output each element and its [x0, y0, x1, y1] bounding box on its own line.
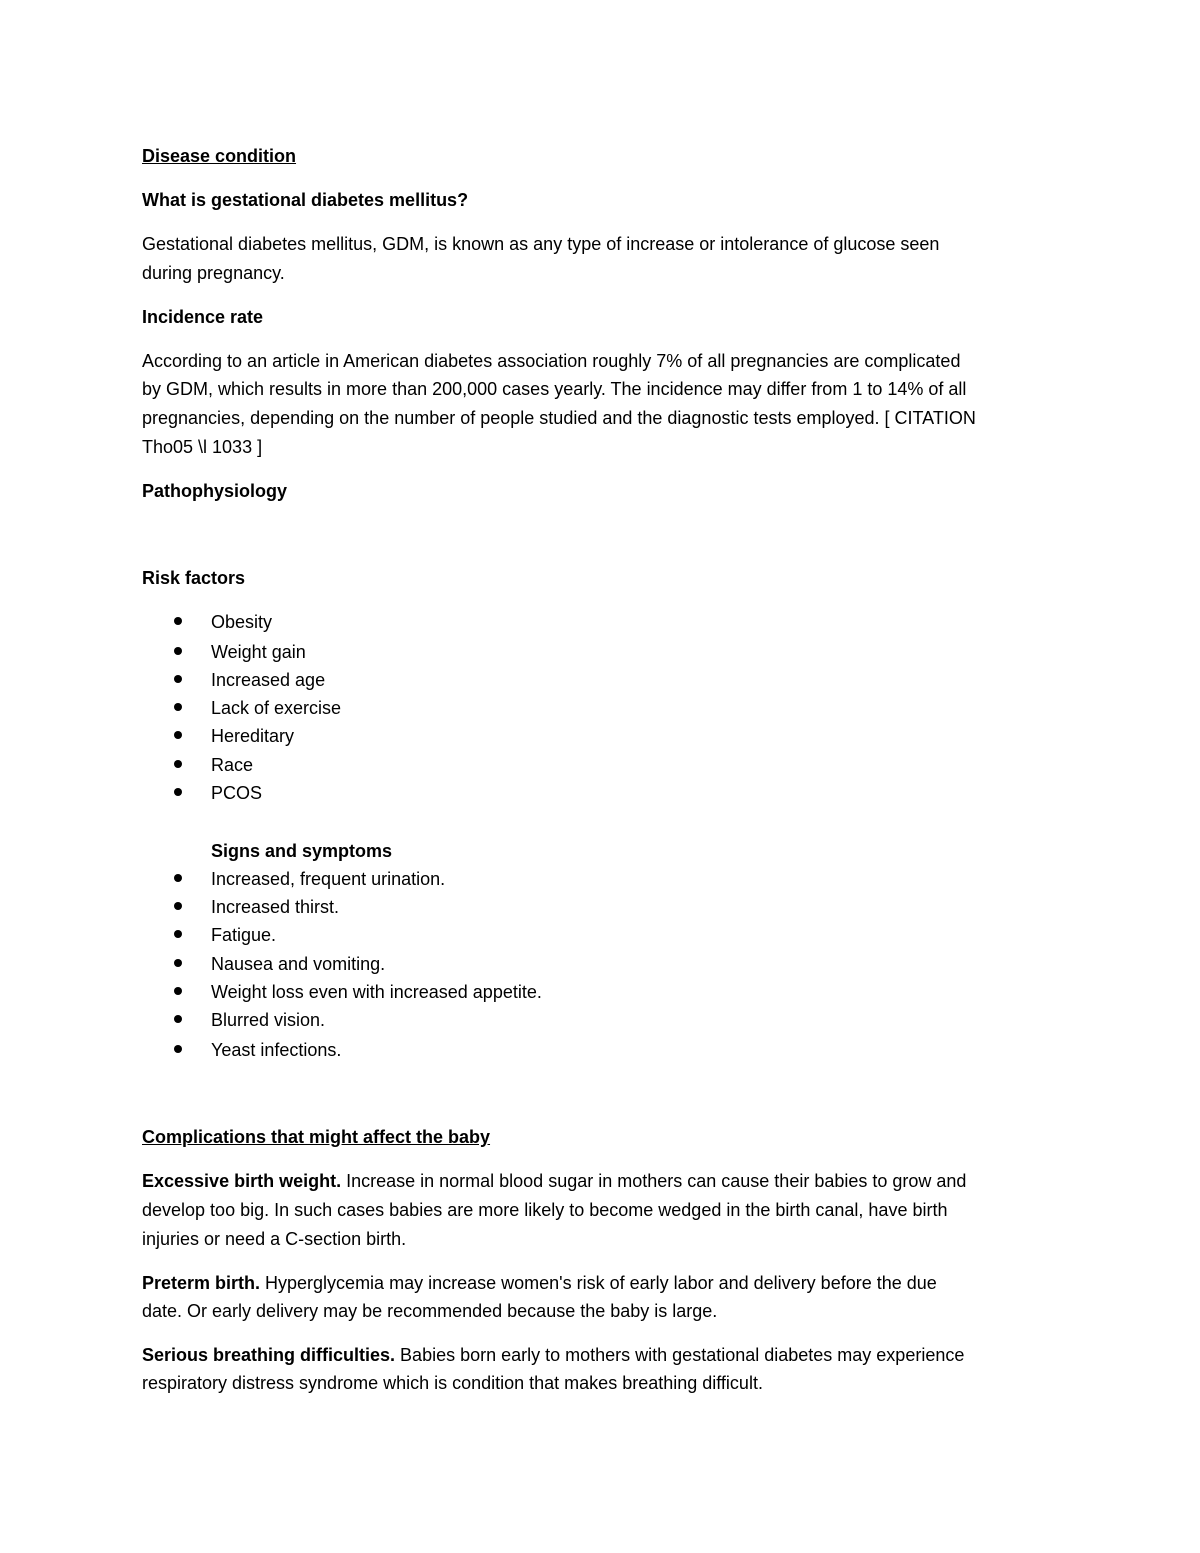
bullet-icon: [174, 874, 182, 882]
list-item: [174, 781, 262, 805]
heading-complications: Complications that might affect the baby: [142, 1127, 491, 1147]
complication-1-text: Increase in normal blood sugar in mothers can cause their babies to grow and: [341, 1171, 967, 1191]
bullet-icon: [174, 731, 182, 739]
list-item: [174, 923, 276, 947]
bullet-icon: [174, 987, 182, 995]
symptom-text: Blurred vision.: [211, 1010, 326, 1030]
heading-pathophysiology: Pathophysiology: [142, 481, 288, 501]
complication-2-title: Preterm birth.: [142, 1273, 261, 1293]
symptom-text: Increased, frequent urination.: [211, 869, 446, 889]
complication-3-line-2: respiratory distress syndrome which is condition that makes breathing difficult.: [142, 1373, 763, 1393]
bullet-icon: [174, 1015, 182, 1023]
list-item: [174, 753, 253, 777]
heading-incidence-rate: Incidence rate: [142, 307, 264, 327]
list-item: [174, 895, 339, 919]
complication-3-text: Babies born early to mothers with gestational diabetes may experience: [395, 1345, 965, 1365]
heading-what-is-gdm: What is gestational diabetes mellitus?: [142, 190, 469, 210]
incidence-line-2: by GDM, which results in more than 200,000 cases yearly. The incidence may differ from 1 to 14% of all: [142, 379, 967, 399]
risk-factor-text: Lack of exercise: [211, 698, 342, 718]
list-item: [174, 1008, 325, 1032]
complication-2-text: Hyperglycemia may increase women's risk of early labor and delivery before the due: [260, 1273, 937, 1293]
bullet-icon: [174, 617, 182, 625]
complication-1-line-1: [142, 1169, 966, 1193]
list-item: [174, 952, 385, 976]
complication-3-line-1: [142, 1343, 964, 1367]
symptom-text: Increased thirst.: [211, 897, 340, 917]
symptom-text: Nausea and vomiting.: [211, 954, 386, 974]
bullet-icon: [174, 675, 182, 683]
risk-factor-text: PCOS: [211, 783, 263, 803]
list-item: [174, 724, 294, 748]
list-item: [174, 867, 445, 891]
complication-1-line-2: develop too big. In such cases babies are more likely to become wedged in the birth canal, have birth: [142, 1200, 948, 1220]
symptom-text: Yeast infections.: [211, 1040, 342, 1060]
list-item: [174, 610, 272, 634]
risk-factor-text: Weight gain: [211, 642, 306, 662]
heading-signs-and-symptoms: Signs and symptoms: [211, 841, 393, 861]
incidence-line-4: Tho05 \l 1033 ]: [142, 437, 263, 457]
risk-factor-text: Hereditary: [211, 726, 295, 746]
bullet-icon: [174, 930, 182, 938]
complication-1-title: Excessive birth weight.: [142, 1171, 342, 1191]
bullet-icon: [174, 788, 182, 796]
symptom-text: Weight loss even with increased appetite.: [211, 982, 542, 1002]
list-item: [174, 668, 325, 692]
list-item: [174, 1038, 341, 1062]
complication-2-line-2: date. Or early delivery may be recommended because the baby is large.: [142, 1301, 718, 1321]
bullet-icon: [174, 902, 182, 910]
complication-3-title: Serious breathing difficulties.: [142, 1345, 396, 1365]
bullet-icon: [174, 1045, 182, 1053]
incidence-line-3: pregnancies, depending on the number of people studied and the diagnostic tests employed. [ CITATION: [142, 408, 976, 428]
definition-line-1: Gestational diabetes mellitus, GDM, is known as any type of increase or intolerance of glucose seen: [142, 234, 940, 254]
complication-1-line-3: injuries or need a C-section birth.: [142, 1229, 407, 1249]
risk-factor-text: Obesity: [211, 612, 273, 632]
bullet-icon: [174, 760, 182, 768]
incidence-line-1: According to an article in American diabetes association roughly 7% of all pregnancies are complicated: [142, 351, 961, 371]
list-item: [174, 640, 306, 664]
symptom-text: Fatigue.: [211, 925, 277, 945]
definition-line-2: during pregnancy.: [142, 263, 285, 283]
complication-2-line-1: [142, 1271, 937, 1295]
risk-factor-text: Increased age: [211, 670, 326, 690]
list-item: [174, 980, 542, 1004]
list-item: [174, 696, 341, 720]
bullet-icon: [174, 647, 182, 655]
risk-factor-text: Race: [211, 755, 254, 775]
bullet-icon: [174, 703, 182, 711]
heading-risk-factors: Risk factors: [142, 568, 246, 588]
heading-disease-condition: Disease condition: [142, 146, 297, 166]
bullet-icon: [174, 959, 182, 967]
